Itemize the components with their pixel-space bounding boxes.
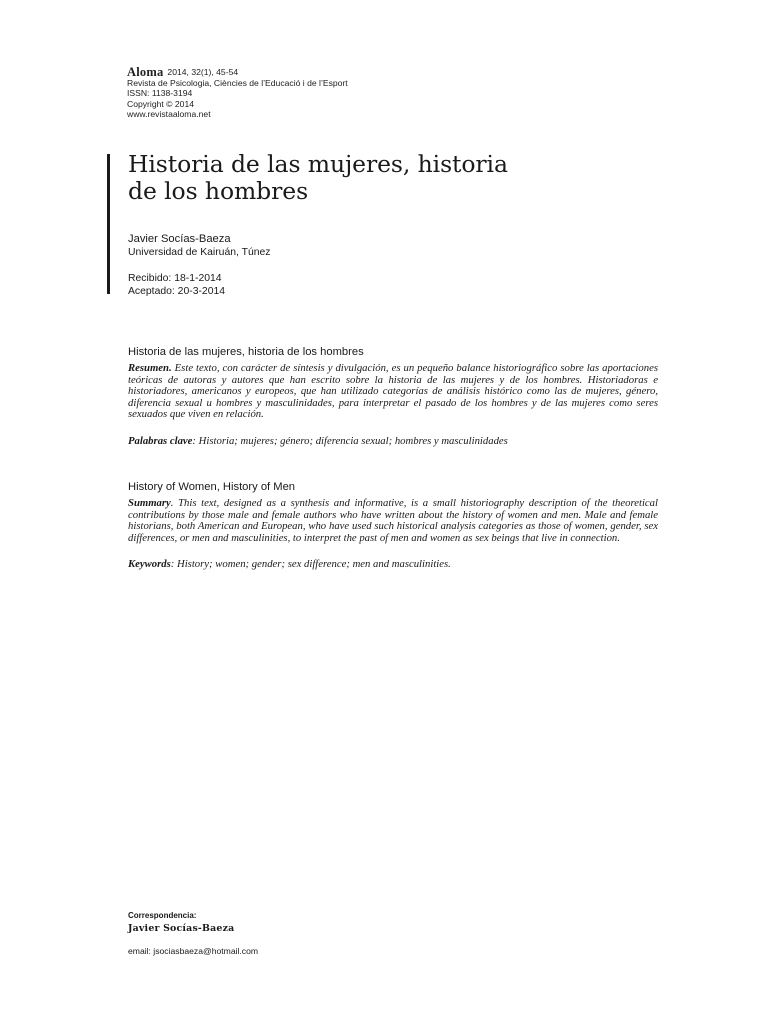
abstract-spanish-body [128,363,658,421]
correspondence-block [128,911,528,957]
journal-subtitle: Revista de Psicologia, Ciències de l’Educació i de l’Esport [127,77,348,88]
correspondence-email: email: jsociasbaeza@hotmail.com [128,946,259,956]
received-date: Recibido: 18-1-2014 [128,273,222,284]
keywords-spanish-label: Palabras clave [128,434,193,447]
abstract-english-text: . This text, designed as a synthesis and informative, is a small historiography description of the theoretical contributions by those male and female authors who have written about the history of women and men. Male and female historians, both American and European, who have used such historical analysis categories as those of women, gender, sex differences, or men and masculinities, to interpret the past of men and women as sex beings that live in connection. [128,497,658,544]
journal-issn: ISSN: 1138-3194 [127,88,193,99]
author-affiliation: Universidad de Kairuán, Túnez [128,247,271,258]
abstract-spanish-label: Resumen. [128,362,172,374]
keywords-english-label: Keywords [128,558,171,571]
journal-citation-line [127,66,547,78]
keywords-english-text: : History; women; gender; sex difference; men and masculinities. [170,558,451,571]
article-title-line2: de los hombres [128,176,309,205]
author-name: Javier Socías-Baeza [128,233,231,245]
keywords-english [128,558,658,570]
abstract-english-body [128,498,658,544]
keywords-spanish [128,435,658,447]
keywords-spanish-text: : Historia; mujeres; género; diferencia sexual; hombres y masculinidades [192,434,508,447]
title-block [128,151,648,298]
journal-website: www.revistaaloma.net [127,109,211,120]
article-title [128,151,648,204]
article-dates [128,272,648,298]
abstract-english [128,480,658,570]
article-title-line1: Historia de las mujeres, historia [128,150,508,178]
title-accent-bar [107,154,110,294]
abstract-english-heading: History of Women, History of Men [128,481,296,493]
abstract-spanish-heading: Historia de las mujeres, historia de los hombres [128,346,364,358]
journal-citation: 2014, 32(1), 45-54 [167,67,239,77]
abstract-english-label: Summary [128,497,171,509]
accepted-date: Aceptado: 20-3-2014 [128,286,226,297]
journal-copyright: Copyright © 2014 [127,98,195,109]
abstract-spanish-text: Este texto, con carácter de síntesis y divulgación, es un pequeño balance historiográfico sobre las aportaciones teóricas de autoras y autores que han escrito sobre la historia de las mujeres y de los hombres. Historiadoras e historiadores, americanos y europeos, que han utilizado categorías de análisis histórico como las de mujeres, género, diferencia sexual u hombres y masculinidades, para interpretar el pasado de los hombres y de las mujeres como seres sexuados que viven en relación. [128,362,658,421]
journal-logo: Aloma [127,64,164,79]
abstract-spanish [128,345,658,447]
correspondence-name: Javier Socías-Baeza [128,923,235,934]
journal-header [127,66,547,120]
correspondence-label: Correspondencia: [128,911,197,920]
